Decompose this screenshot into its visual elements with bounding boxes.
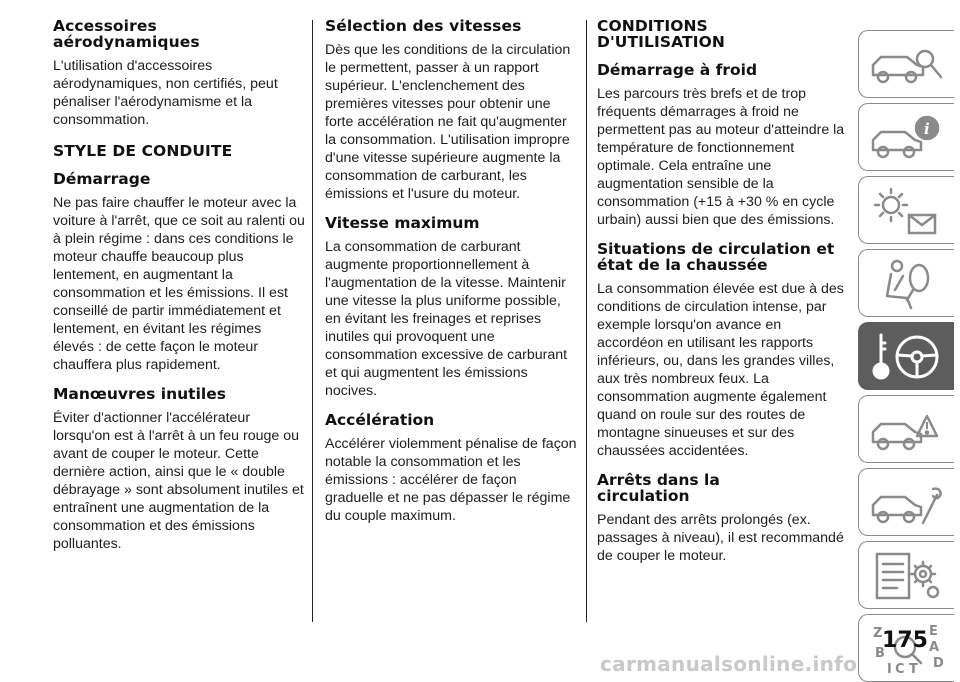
paragraph-accessoires: L'utilisation d'accessoires aérodynamiques, non certifiés, peut pénaliser l'aérodynamisme et la consommation. <box>53 58 278 128</box>
heading-demarrage: Démarrage <box>53 170 151 188</box>
watermark: carmanualsonline.info <box>600 652 858 674</box>
chapter-tab-airbag-seat[interactable] <box>858 249 954 317</box>
paragraph-demarrage: Ne pas faire chauffer le moteur avec la voiture à l'arrêt, que ce soit au ralenti ou à plein régime : dans ces conditions le moteur chauffe beaucoup plus lentement, en augmentant la consommation et les émissions. Il est conseillé de partir immédiatement et lentement, en évitant les régimes élevés : de cette façon le moteur chauffera plus rapidement. <box>53 195 305 373</box>
index-letter: Z <box>873 626 883 641</box>
heading-selection-des-vitesses: Sélection des vitesses <box>325 17 522 35</box>
index-letter: A <box>929 640 940 655</box>
heading-acceleration: Accélération <box>325 411 435 429</box>
heading-demarrage-a-froid: Démarrage à froid <box>597 61 758 79</box>
car-breakdown-icon <box>867 402 947 458</box>
paragraph-vitesse: La consommation de carburant augmente proportionnellement à l'augmentation de la vitesse. Maintenir une vitesse la plus uniforme possible, en évitant les freinages et reprises inutiles qui provoquent une consommation excessive de carburant et qui augmentent les émissions nocives. <box>325 239 568 399</box>
chapter-tab-specifications[interactable] <box>858 541 954 609</box>
heading-manoeuvres-inutiles: Manœuvres inutiles <box>53 385 226 403</box>
warning-light-icon <box>867 183 947 239</box>
heading-accessoires-aerodynamiques: Accessoires aérodynamiques <box>53 17 200 51</box>
chapter-tab-car-magnifier[interactable] <box>858 30 954 98</box>
paragraph-acceleration: Accélérer violemment pénalise de façon notable la consommation et les émissions : accélérer de façon graduelle et ne pas dépasser le régime du couple maximum. <box>325 436 577 524</box>
car-wrench-icon <box>867 475 947 531</box>
paragraph-selection: Dès que les conditions de la circulation le permettent, passer à un rapport supérieur. L'enclenchement des premières vitesses pour obtenir une forte accélération ne fait qu'augmenter la consommation. L'utilisation impropre d'une vitesse supérieure augmente la consommation de carburant, les émissions et l'usure du moteur. <box>325 42 571 202</box>
key-steering-wheel-icon <box>867 329 947 385</box>
page-number: 175 <box>882 628 928 653</box>
index-letter: I <box>887 662 892 677</box>
heading-arrets-circulation: Arrêts dans la circulation <box>597 471 720 505</box>
index-letter: B <box>875 646 885 661</box>
chapter-tab-car-info[interactable] <box>858 103 954 171</box>
paragraph-situations: La consommation élevée est due à des conditions de circulation intense, par exemple lorsqu'on avance en accordéon en utilisant les rapports inférieurs, ou, dans les grandes villes, aux très nombreux feux. La consommation augmente également quand on roule sur des routes de montagne sinueuses et sur des chaussées accidentées. <box>597 281 844 459</box>
specifications-gear-icon <box>867 548 947 604</box>
svg-text:i: i <box>924 120 930 138</box>
paragraph-demarrage-froid: Les parcours très brefs et de trop fréquents démarrages à froid ne permettent pas au moteur d'atteindre la température de fonctionnement optimale. Cela entraîne une augmentation sensible de la consommation (+15 à +30 % en cycle urbain) aussi bien que des émissions. <box>597 86 845 228</box>
chapter-tab-starting-driving[interactable] <box>858 322 954 390</box>
heading-situations-circulation: Situations de circulation et état de la chaussée <box>597 240 835 274</box>
column-divider <box>312 20 313 622</box>
index-letter: C <box>895 662 905 677</box>
index-letter: D <box>933 656 944 671</box>
chapter-tab-car-wrench[interactable] <box>858 468 954 536</box>
column-divider <box>586 20 587 622</box>
chapter-tab-warning-light[interactable] <box>858 176 954 244</box>
index-letter: E <box>929 624 938 639</box>
airbag-seat-icon <box>867 256 947 312</box>
car-magnifier-icon <box>867 37 947 93</box>
heading-style-de-conduite: STYLE DE CONDUITE <box>53 142 233 160</box>
paragraph-arrets: Pendant des arrêts prolongés (ex. passages à niveau), il est recommandé de couper le moteur. <box>597 512 844 564</box>
column-1 <box>53 18 305 553</box>
chapter-tab-car-breakdown[interactable] <box>858 395 954 463</box>
car-info-icon <box>867 110 947 166</box>
heading-vitesse-maximum: Vitesse maximum <box>325 214 480 232</box>
column-2 <box>325 18 577 525</box>
index-letter: T <box>909 662 918 677</box>
heading-conditions-utilisation: CONDITIONS D'UTILISATION <box>597 17 725 51</box>
column-3 <box>597 18 849 565</box>
paragraph-manoeuvres: Éviter d'actionner l'accélérateur lorsqu'on est à l'arrêt à un feu rouge ou avant de couper le moteur. Cette dernière action, ainsi que le « double débrayage » sont absolument inutiles et entraînent une augmentation de la consommation et des émissions polluantes. <box>53 410 304 552</box>
